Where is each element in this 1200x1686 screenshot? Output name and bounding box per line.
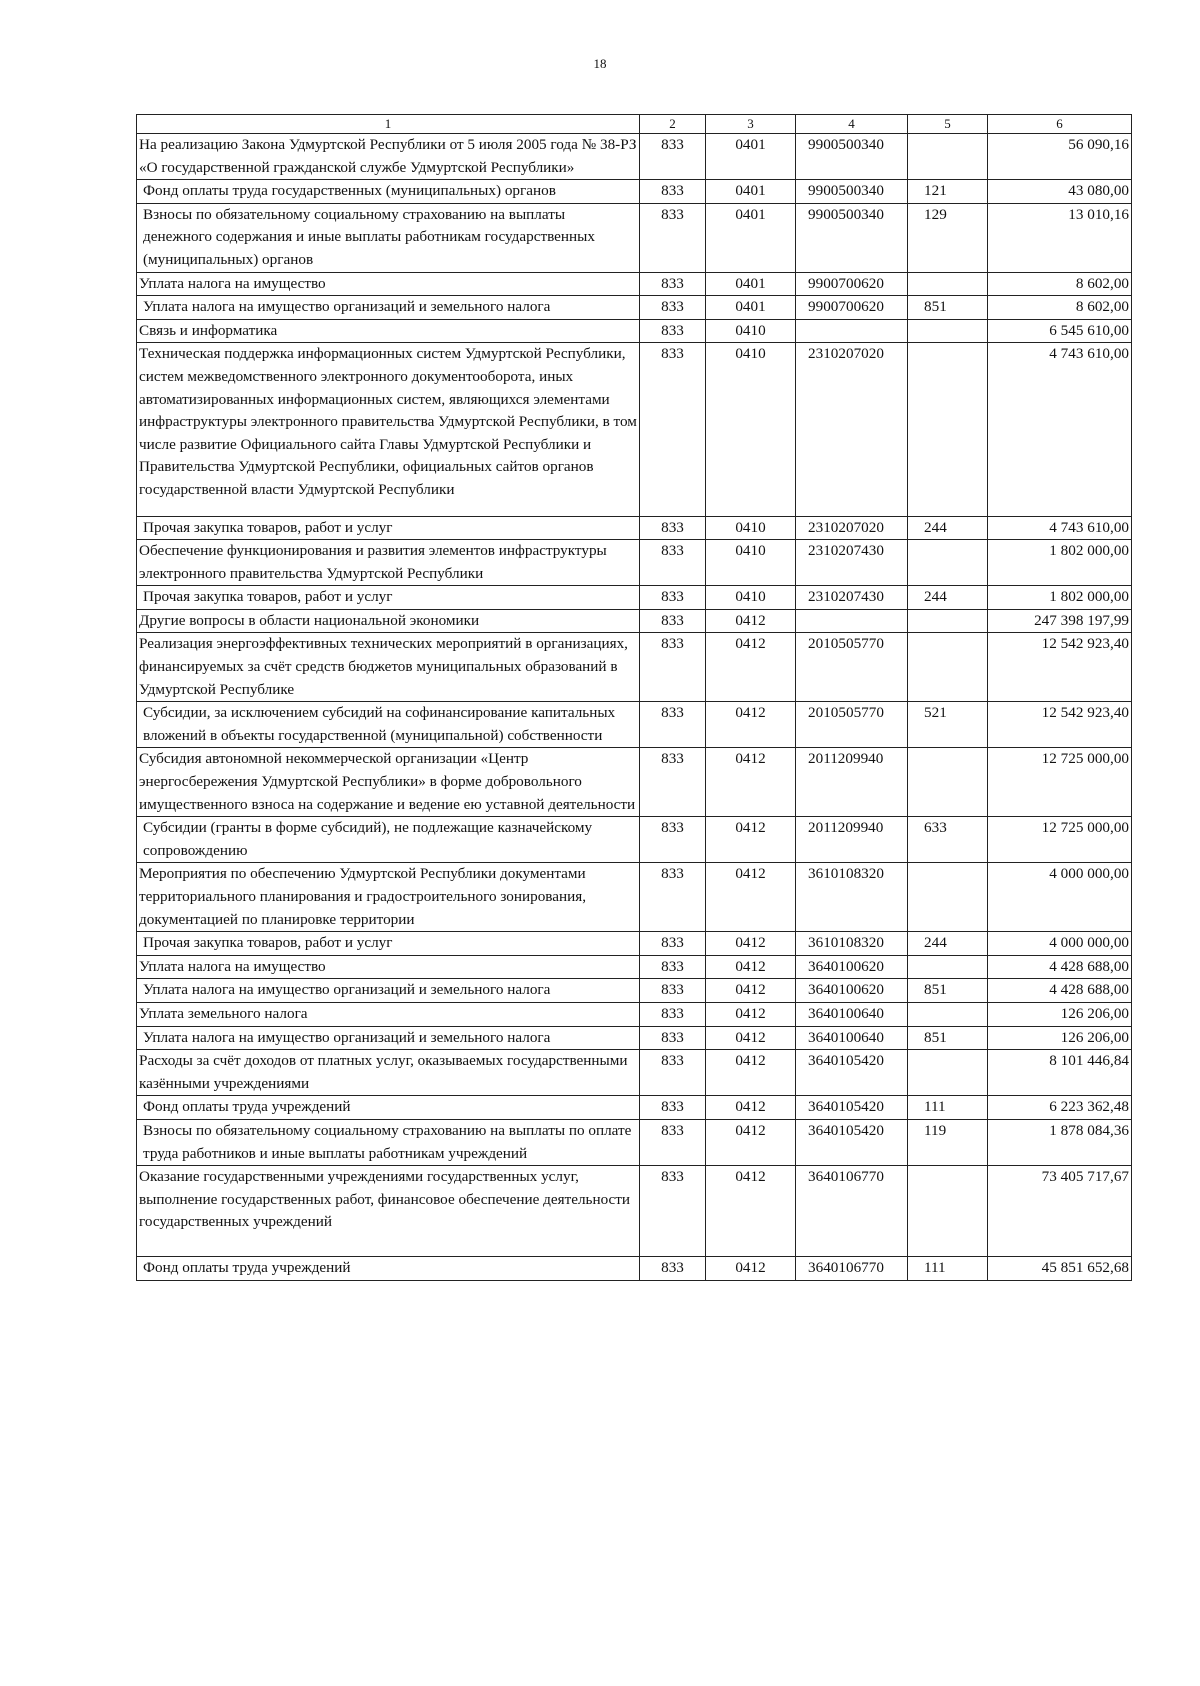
row-name-cell: Взносы по обязательному социальному страхованию на выплаты по оплате труда работников и иные выплаты работникам учреждений [137, 1119, 640, 1165]
row-grbs-cell: 833 [640, 748, 706, 817]
row-target-cell: 9900700620 [796, 296, 908, 320]
row-target-cell: 3640100640 [796, 1026, 908, 1050]
table-row [137, 319, 1132, 343]
row-amount-cell: 4 743 610,00 [988, 516, 1132, 540]
row-grbs-cell: 833 [640, 863, 706, 932]
row-amount-cell: 56 090,16 [988, 134, 1132, 180]
row-amount-cell: 8 602,00 [988, 272, 1132, 296]
table-row [137, 134, 1132, 180]
row-target-cell: 9900700620 [796, 272, 908, 296]
row-grbs-cell: 833 [640, 134, 706, 180]
row-target-cell: 3610108320 [796, 863, 908, 932]
row-expense-type-cell: 111 [908, 1256, 988, 1280]
row-target-cell: 2310207020 [796, 343, 908, 516]
row-name-cell: Обеспечение функционирования и развития элементов инфраструктуры электронного правительства Удмуртской Республики [137, 540, 640, 586]
table-row [137, 932, 1132, 956]
row-expense-type-cell [908, 863, 988, 932]
table-row [137, 343, 1132, 516]
row-name-cell: Прочая закупка товаров, работ и услуг [137, 516, 640, 540]
row-grbs-cell: 833 [640, 1096, 706, 1120]
row-grbs-cell: 833 [640, 702, 706, 748]
row-target-cell: 2011209940 [796, 817, 908, 863]
table-header-row [137, 115, 1132, 134]
row-expense-type-cell: 633 [908, 817, 988, 863]
row-target-cell: 2011209940 [796, 748, 908, 817]
row-expense-type-cell [908, 1050, 988, 1096]
row-section-cell: 0401 [706, 134, 796, 180]
row-name-cell: Расходы за счёт доходов от платных услуг, оказываемых государственными казёнными учреждениями [137, 1050, 640, 1096]
row-expense-type-cell: 851 [908, 979, 988, 1003]
row-grbs-cell: 833 [640, 979, 706, 1003]
row-section-cell: 0401 [706, 296, 796, 320]
row-section-cell: 0410 [706, 540, 796, 586]
table-body [137, 134, 1132, 1281]
row-section-cell: 0412 [706, 748, 796, 817]
row-name-cell: На реализацию Закона Удмуртской Республики от 5 июля 2005 года № 38-РЗ «О государственной гражданской службе Удмуртской Республики» [137, 134, 640, 180]
row-grbs-cell: 833 [640, 1166, 706, 1257]
row-name-cell: Субсидия автономной некоммерческой организации «Центр энергосбережения Удмуртской Республики» в форме добровольного имущественного взноса на содержание и ведение ею уставной деятельности [137, 748, 640, 817]
column-header: 3 [706, 115, 796, 134]
table-row [137, 180, 1132, 204]
row-section-cell: 0412 [706, 1050, 796, 1096]
row-target-cell: 2310207020 [796, 516, 908, 540]
row-expense-type-cell: 129 [908, 203, 988, 272]
table-row [137, 296, 1132, 320]
row-name-cell: Субсидии (гранты в форме субсидий), не подлежащие казначейскому сопровождению [137, 817, 640, 863]
row-name-cell: Прочая закупка товаров, работ и услуг [137, 932, 640, 956]
row-expense-type-cell: 244 [908, 586, 988, 610]
row-expense-type-cell [908, 1166, 988, 1257]
row-amount-cell: 126 206,00 [988, 1002, 1132, 1026]
row-section-cell: 0412 [706, 633, 796, 702]
row-name-cell: Фонд оплаты труда учреждений [137, 1256, 640, 1280]
row-target-cell: 9900500340 [796, 203, 908, 272]
row-grbs-cell: 833 [640, 203, 706, 272]
row-expense-type-cell [908, 955, 988, 979]
row-amount-cell: 247 398 197,99 [988, 609, 1132, 633]
row-section-cell: 0410 [706, 343, 796, 516]
row-expense-type-cell [908, 1002, 988, 1026]
row-section-cell: 0412 [706, 955, 796, 979]
row-amount-cell: 4 000 000,00 [988, 932, 1132, 956]
row-section-cell: 0412 [706, 609, 796, 633]
row-name-cell: Уплата налога на имущество организаций и земельного налога [137, 296, 640, 320]
row-name-cell: Реализация энергоэффективных технических мероприятий в организациях, финансируемых за счёт средств бюджетов муниципальных образований в Удмуртской Республике [137, 633, 640, 702]
row-section-cell: 0412 [706, 1256, 796, 1280]
row-grbs-cell: 833 [640, 343, 706, 516]
row-amount-cell: 1 878 084,36 [988, 1119, 1132, 1165]
row-grbs-cell: 833 [640, 1002, 706, 1026]
table-row [137, 516, 1132, 540]
row-grbs-cell: 833 [640, 296, 706, 320]
row-name-cell: Уплата налога на имущество организаций и земельного налога [137, 1026, 640, 1050]
row-grbs-cell: 833 [640, 633, 706, 702]
row-expense-type-cell: 121 [908, 180, 988, 204]
column-header: 5 [908, 115, 988, 134]
row-section-cell: 0412 [706, 979, 796, 1003]
table-row [137, 1096, 1132, 1120]
table-row [137, 1050, 1132, 1096]
row-target-cell: 3640105420 [796, 1096, 908, 1120]
row-amount-cell: 13 010,16 [988, 203, 1132, 272]
table-row [137, 979, 1132, 1003]
column-header: 4 [796, 115, 908, 134]
row-section-cell: 0412 [706, 1002, 796, 1026]
row-section-cell: 0412 [706, 863, 796, 932]
row-amount-cell: 4 428 688,00 [988, 955, 1132, 979]
row-grbs-cell: 833 [640, 540, 706, 586]
row-expense-type-cell [908, 633, 988, 702]
row-name-cell: Уплата налога на имущество [137, 272, 640, 296]
row-section-cell: 0401 [706, 180, 796, 204]
column-header: 2 [640, 115, 706, 134]
row-name-cell: Другие вопросы в области национальной экономики [137, 609, 640, 633]
table-row [137, 1119, 1132, 1165]
row-name-cell: Техническая поддержка информационных систем Удмуртской Республики, систем межведомственного электронного документооборота, иных автоматизированных информационных систем, являющихся элементами инфраструктуры электронного правительства Удмуртской Республики, в том числе развитие Официального сайта Главы Удмуртской Республики и Правительства Удмуртской Республики, официальных сайтов органов государственной власти Удмуртской Республики [137, 343, 640, 516]
row-amount-cell: 45 851 652,68 [988, 1256, 1132, 1280]
row-name-cell: Уплата налога на имущество [137, 955, 640, 979]
row-expense-type-cell [908, 272, 988, 296]
row-amount-cell: 1 802 000,00 [988, 540, 1132, 586]
table-row [137, 817, 1132, 863]
row-name-cell: Фонд оплаты труда учреждений [137, 1096, 640, 1120]
table-row [137, 955, 1132, 979]
table-row [137, 272, 1132, 296]
row-target-cell [796, 609, 908, 633]
table-row [137, 1256, 1132, 1280]
row-expense-type-cell: 244 [908, 932, 988, 956]
table-row [137, 609, 1132, 633]
row-expense-type-cell: 521 [908, 702, 988, 748]
column-header: 6 [988, 115, 1132, 134]
row-name-cell: Мероприятия по обеспечению Удмуртской Республики документами территориального планирования и градостроительного зонирования, документацией по планировке территории [137, 863, 640, 932]
table-row [137, 702, 1132, 748]
row-grbs-cell: 833 [640, 955, 706, 979]
row-amount-cell: 4 428 688,00 [988, 979, 1132, 1003]
row-expense-type-cell [908, 134, 988, 180]
row-section-cell: 0412 [706, 1119, 796, 1165]
row-section-cell: 0412 [706, 1026, 796, 1050]
row-grbs-cell: 833 [640, 180, 706, 204]
row-grbs-cell: 833 [640, 609, 706, 633]
row-target-cell: 2310207430 [796, 586, 908, 610]
row-expense-type-cell [908, 343, 988, 516]
budget-table [136, 114, 1132, 1281]
row-section-cell: 0412 [706, 1166, 796, 1257]
row-name-cell: Уплата земельного налога [137, 1002, 640, 1026]
row-target-cell: 3610108320 [796, 932, 908, 956]
row-amount-cell: 6 223 362,48 [988, 1096, 1132, 1120]
page-number: 18 [593, 56, 607, 71]
row-section-cell: 0410 [706, 319, 796, 343]
row-amount-cell: 73 405 717,67 [988, 1166, 1132, 1257]
row-section-cell: 0412 [706, 817, 796, 863]
table-row [137, 203, 1132, 272]
row-amount-cell: 6 545 610,00 [988, 319, 1132, 343]
row-section-cell: 0410 [706, 586, 796, 610]
row-target-cell: 2010505770 [796, 702, 908, 748]
row-target-cell: 3640100640 [796, 1002, 908, 1026]
row-grbs-cell: 833 [640, 272, 706, 296]
column-header: 1 [137, 115, 640, 134]
row-name-cell: Субсидии, за исключением субсидий на софинансирование капитальных вложений в объекты государственной (муниципальной) собственности [137, 702, 640, 748]
row-section-cell: 0401 [706, 203, 796, 272]
table-row [137, 586, 1132, 610]
row-expense-type-cell: 111 [908, 1096, 988, 1120]
table-row [137, 1026, 1132, 1050]
row-grbs-cell: 833 [640, 817, 706, 863]
row-grbs-cell: 833 [640, 1050, 706, 1096]
table-row [137, 1002, 1132, 1026]
row-amount-cell: 12 725 000,00 [988, 748, 1132, 817]
row-target-cell: 9900500340 [796, 134, 908, 180]
row-target-cell: 3640100620 [796, 955, 908, 979]
row-target-cell [796, 319, 908, 343]
row-amount-cell: 8 101 446,84 [988, 1050, 1132, 1096]
row-name-cell: Фонд оплаты труда государственных (муниципальных) органов [137, 180, 640, 204]
row-expense-type-cell [908, 748, 988, 817]
row-target-cell: 2010505770 [796, 633, 908, 702]
row-target-cell: 3640105420 [796, 1119, 908, 1165]
row-target-cell: 9900500340 [796, 180, 908, 204]
row-grbs-cell: 833 [640, 586, 706, 610]
row-expense-type-cell: 851 [908, 296, 988, 320]
row-expense-type-cell: 851 [908, 1026, 988, 1050]
row-target-cell: 3640106770 [796, 1256, 908, 1280]
row-amount-cell: 12 725 000,00 [988, 817, 1132, 863]
table-row [137, 748, 1132, 817]
row-expense-type-cell: 244 [908, 516, 988, 540]
row-target-cell: 3640106770 [796, 1166, 908, 1257]
table-row [137, 540, 1132, 586]
row-amount-cell: 126 206,00 [988, 1026, 1132, 1050]
row-amount-cell: 8 602,00 [988, 296, 1132, 320]
row-target-cell: 3640105420 [796, 1050, 908, 1096]
row-section-cell: 0410 [706, 516, 796, 540]
row-grbs-cell: 833 [640, 932, 706, 956]
row-amount-cell: 12 542 923,40 [988, 702, 1132, 748]
row-grbs-cell: 833 [640, 319, 706, 343]
row-expense-type-cell [908, 319, 988, 343]
row-target-cell: 3640100620 [796, 979, 908, 1003]
row-name-cell: Взносы по обязательному социальному страхованию на выплаты денежного содержания и иные выплаты работникам государственных (муниципальных) органов [137, 203, 640, 272]
table-row [137, 1166, 1132, 1257]
row-grbs-cell: 833 [640, 516, 706, 540]
row-amount-cell: 4 743 610,00 [988, 343, 1132, 516]
row-grbs-cell: 833 [640, 1119, 706, 1165]
row-section-cell: 0412 [706, 932, 796, 956]
row-expense-type-cell: 119 [908, 1119, 988, 1165]
row-name-cell: Прочая закупка товаров, работ и услуг [137, 586, 640, 610]
row-expense-type-cell [908, 540, 988, 586]
row-section-cell: 0412 [706, 1096, 796, 1120]
row-expense-type-cell [908, 609, 988, 633]
row-target-cell: 2310207430 [796, 540, 908, 586]
row-name-cell: Оказание государственными учреждениями государственных услуг, выполнение государственных работ, финансовое обеспечение деятельности государственных учреждений [137, 1166, 640, 1257]
table-row [137, 633, 1132, 702]
row-name-cell: Связь и информатика [137, 319, 640, 343]
row-amount-cell: 1 802 000,00 [988, 586, 1132, 610]
row-section-cell: 0412 [706, 702, 796, 748]
row-amount-cell: 4 000 000,00 [988, 863, 1132, 932]
row-grbs-cell: 833 [640, 1256, 706, 1280]
row-amount-cell: 12 542 923,40 [988, 633, 1132, 702]
table-row [137, 863, 1132, 932]
row-name-cell: Уплата налога на имущество организаций и земельного налога [137, 979, 640, 1003]
row-amount-cell: 43 080,00 [988, 180, 1132, 204]
row-section-cell: 0401 [706, 272, 796, 296]
row-grbs-cell: 833 [640, 1026, 706, 1050]
